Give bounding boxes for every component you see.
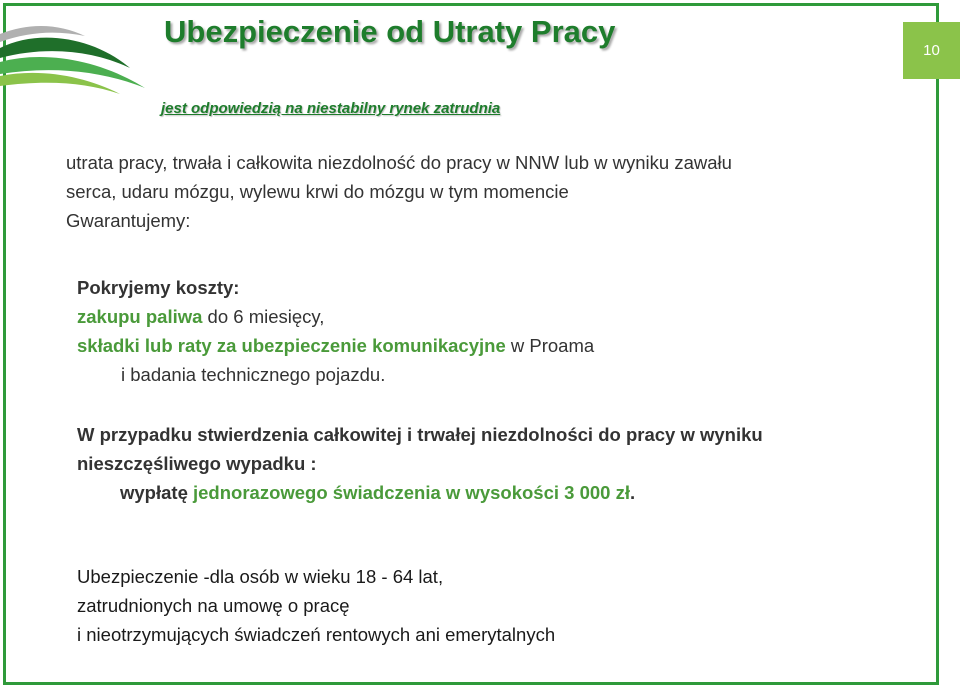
page-title: Ubezpieczenie od Utraty Pracy — [164, 14, 616, 49]
subtitle: jest odpowiedzią na niestabilny rynek zatrudnia — [161, 100, 501, 117]
premium-rest: w Proama — [505, 335, 595, 356]
intro-line-2: serca, udaru mózgu, wylewu krwi do mózgu w tym momencie — [66, 181, 569, 202]
swoosh-logo-icon — [0, 10, 150, 100]
fuel-highlight: zakupu paliwa — [77, 306, 203, 327]
eligibility-section — [77, 562, 555, 649]
costs-inspection-line: i badania technicznego pojazdu. — [121, 364, 386, 385]
payout-section — [77, 420, 763, 507]
payout-line-2: nieszczęśliwego wypadku : — [77, 453, 317, 474]
payout-suffix: . — [629, 482, 636, 503]
eligibility-line-1: Ubezpieczenie -dla osób w wieku 18 - 64 lat, — [77, 566, 444, 587]
costs-premium-line — [77, 331, 594, 360]
intro-line-3: Gwarantujemy: — [66, 210, 191, 231]
premium-highlight: składki lub raty za ubezpieczenie komunikacyjne — [77, 335, 506, 356]
intro-line-1: utrata pracy, trwała i całkowita niezdolność do pracy w NNW lub w wyniku zawału — [66, 152, 732, 173]
eligibility-line-2: zatrudnionych na umowę o pracę — [77, 595, 350, 616]
payout-line-3 — [77, 478, 763, 507]
payout-prefix: wypłatę — [120, 482, 193, 503]
page-number-badge: 10 — [903, 22, 960, 79]
costs-section — [77, 273, 594, 389]
payout-highlight: jednorazowego świadczenia w wysokości 3 000 zł — [193, 482, 630, 503]
costs-heading: Pokryjemy koszty: — [77, 277, 240, 298]
fuel-rest: do 6 miesięcy, — [202, 306, 325, 327]
eligibility-line-3: i nieotrzymujących świadczeń rentowych ani emerytalnych — [77, 624, 556, 645]
payout-line-1: W przypadku stwierdzenia całkowitej i trwałej niezdolności do pracy w wyniku — [77, 424, 763, 445]
intro-text — [66, 148, 732, 235]
costs-fuel-line — [77, 302, 594, 331]
